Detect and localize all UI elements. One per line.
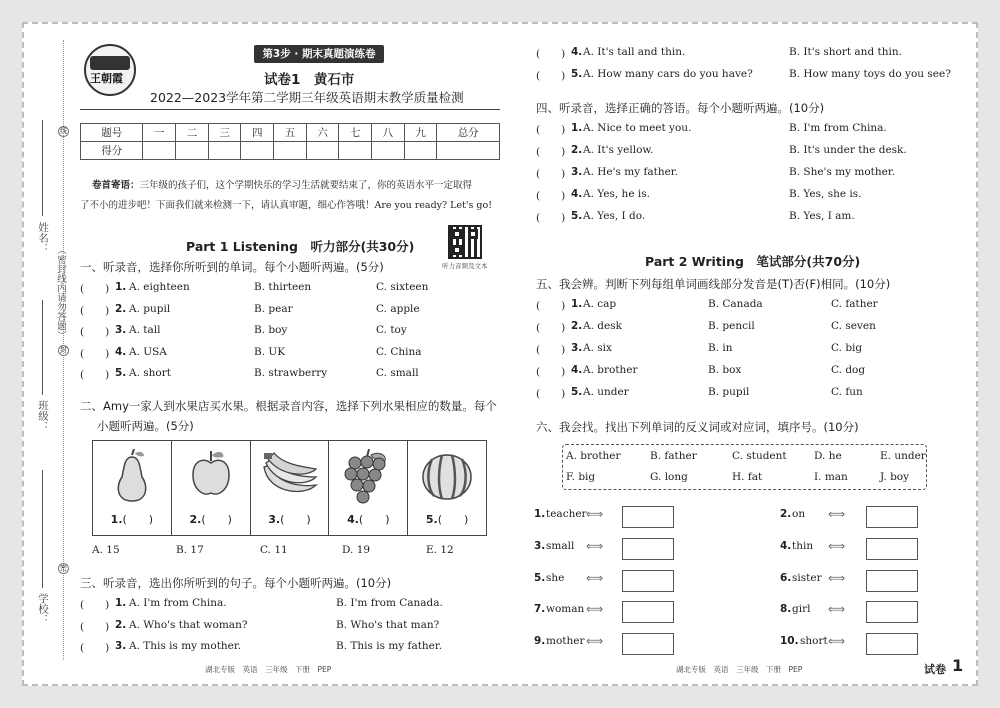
item-number: 1. [115,597,127,609]
answer-paren[interactable]: ( ) [80,347,110,360]
answer-box[interactable] [622,506,674,528]
score-cell[interactable] [176,142,209,160]
option-a: A. eighteen [129,281,190,293]
answer-paren[interactable]: ( ) [536,388,566,400]
class-label: 班级： [37,400,49,432]
item-number: 4. [115,345,127,358]
score-header-cell: 二 [176,124,209,142]
page-number: 1 [952,656,964,675]
fruit-num: 2. [189,513,202,526]
school-label: 学校： [37,593,49,625]
match-word: short [800,635,828,648]
score-row-label: 得分 [81,142,143,160]
match-word: teacher [546,508,587,520]
answer-box[interactable] [622,633,674,655]
option-c: C. apple [376,302,420,315]
sec1-title: 一、听录音，选择你所听到的单词。每个小题听两遍。(5分) [80,260,384,274]
double-arrow-icon: ⟺ [586,507,604,521]
match-number: 8. [780,603,792,616]
score-row [81,142,500,160]
message-line-2: 了不小的进步吧！下面我们就来检测一下，请认真审题，细心作答哦！Are you ready? Let's go! [80,200,493,211]
option-b: B. It's short and thin. [789,46,902,58]
answer-paren[interactable]: ( ) [536,69,566,82]
answer-paren[interactable]: ( ) [536,322,566,334]
option-b: B. How many toys do you see? [789,67,951,80]
item-number: 2. [115,302,127,315]
option-c: C. big [831,342,863,354]
answer-paren[interactable]: ( ) [80,304,110,317]
fruit-num: 5. [425,513,438,526]
answer-box[interactable] [622,538,674,560]
publisher-logo [84,44,136,96]
answer-paren[interactable]: ( ) [536,168,566,180]
answer-box[interactable] [866,633,918,655]
banana-icon [258,449,320,501]
item-number: 5. [571,386,583,398]
fruit-cell [93,441,172,535]
footer-left: 湖北专版 英语 三年级 下册 PEP [205,665,332,674]
score-header-cell: 三 [208,124,241,142]
option-b: B. I'm from China. [789,122,887,134]
item-number: 5. [571,67,583,80]
option-a: A. desk [583,320,622,332]
double-arrow-icon: ⟺ [586,602,604,617]
score-header-cell: 九 [404,124,437,142]
fruit-num: 1. [110,513,123,526]
school-line[interactable] [42,470,43,588]
fruit-option: C. 11 [260,544,288,556]
score-cell[interactable] [339,142,372,160]
answer-box[interactable] [866,506,918,528]
option-b: B. strawberry [254,367,328,379]
message-line-1 [92,177,472,191]
option-a: A. USA [129,345,167,358]
fruit-cell [408,441,486,535]
option-a: A. Yes, he is. [583,188,650,200]
item-number: 5. [115,367,127,379]
score-header-cell: 一 [143,124,176,142]
answer-paren[interactable]: ( ) [80,599,110,611]
word-bank-item: A. brother [566,450,621,462]
fruit-cell [172,441,251,535]
double-arrow-icon: ⟺ [828,507,846,521]
item-number: 4. [571,46,583,58]
option-a: A. tall [129,324,161,336]
option-b: B. She's my mother. [789,166,896,178]
option-c: C. small [376,367,419,379]
sec4-title: 四、听录音，选择正确的答语。每个小题听两遍。(10分) [536,101,825,115]
fruit-blank[interactable]: ( ) [122,513,154,526]
option-c: C. dog [831,364,866,376]
name-label: 姓名： [37,222,49,254]
double-arrow-icon: ⟺ [828,634,846,649]
seal-char: 线 [60,127,67,135]
fruit-table [92,440,487,536]
option-c: C. China [376,345,422,358]
item-number: 2. [571,320,583,332]
watermelon-icon [420,449,474,503]
double-arrow-icon: ⟺ [828,570,846,585]
item-number: 2. [115,618,127,631]
match-number: 7. [534,603,546,616]
option-b: B. I'm from Canada. [336,597,443,609]
option-a: A. six [583,342,612,354]
score-header-cell: 六 [306,124,339,142]
answer-paren[interactable]: ( ) [80,620,110,633]
option-a: A. Nice to meet you. [583,122,692,134]
footer-right: 湖北专版 英语 三年级 下册 PEP [676,665,803,674]
answer-paren[interactable]: ( ) [80,283,110,295]
word-bank-item: B. father [650,450,697,462]
message-label: 卷首寄语： [92,180,140,191]
option-b: B. box [708,364,742,376]
class-line[interactable] [42,300,43,395]
score-header-cell: 四 [241,124,274,142]
word-bank-item: F. big [566,471,596,483]
item-number: 3. [115,324,127,336]
match-number: 4. [780,539,792,552]
item-number: 1. [115,281,127,293]
answer-box[interactable] [866,601,918,623]
answer-box[interactable] [622,570,674,592]
score-cell[interactable] [143,142,176,160]
item-number: 4. [571,364,583,376]
answer-paren[interactable]: ( ) [80,326,110,338]
option-c: C. fun [831,386,863,398]
item-number: 1. [571,122,583,134]
score-header-row [81,124,500,142]
score-cell[interactable] [274,142,307,160]
answer-paren[interactable]: ( ) [536,48,566,60]
option-b: B. Yes, I am. [789,210,855,222]
qr-caption: 听力音频及文本 [442,262,488,270]
part2-title: Part 2 Writing 笔试部分(共70分) [645,254,861,269]
score-cell[interactable] [437,142,500,160]
word-bank-item: D. he [814,450,842,462]
sec6-title: 六、我会找。找出下列单词的反义词或对应词，填序号。(10分) [536,420,859,434]
sec2-title-2: 小题听两遍。(5分) [97,419,194,433]
paper-title: 试卷1 黄石市 [264,72,355,88]
score-header-cell: 题号 [81,124,143,142]
match-number: 3. [534,539,546,552]
match-word: thin [792,539,814,552]
double-arrow-icon: ⟺ [828,602,846,617]
seal-char: 密 [60,564,67,572]
option-a: A. short [129,367,171,379]
option-b: B. Yes, she is. [789,188,862,200]
score-cell[interactable] [241,142,274,160]
fruit-option: D. 19 [342,544,371,556]
option-a: A. under [583,386,629,398]
word-bank-item: C. student [732,450,787,462]
answer-box[interactable] [866,538,918,560]
page-label: 试卷 [924,663,946,676]
option-a: A. This is my mother. [129,640,242,652]
match-word: sister [792,571,822,584]
score-cell[interactable] [372,142,405,160]
step-banner: 第3步 · 期末真题演练卷 [254,45,384,63]
answer-paren[interactable]: ( ) [536,124,566,136]
option-a: A. Yes, I do. [583,210,646,222]
option-c: C. father [831,298,878,310]
option-b: B. pencil [708,320,755,332]
fruit-cell [251,441,330,535]
option-b: B. Canada [708,298,763,310]
option-b: B. in [708,342,733,354]
item-number: 2. [571,144,583,156]
option-a: A. It's yellow. [583,144,654,156]
seal-char: 封 [60,346,67,354]
option-a: A. Who's that woman? [129,618,248,631]
score-header-cell: 五 [274,124,307,142]
match-word: on [792,508,806,520]
sec2-title-1: 二、Amy一家人到水果店买水果。根据录音内容，选择下列水果相应的数量。每个 [80,399,497,413]
fruit-blank[interactable]: ( ) [437,513,469,526]
sec3-title: 三、听录音，选出你所听到的句子。每个小题听两遍。(10分) [80,576,392,590]
paper-subtitle: 2022—2023学年第二学期三年级英语期末教学质量检测 [150,90,464,105]
answer-paren[interactable]: ( ) [536,190,566,202]
option-a: A. I'm from China. [129,597,227,609]
score-table [80,123,500,160]
match-word: woman [546,603,585,616]
word-bank-item: I. man [814,471,848,483]
match-word: she [546,571,565,584]
fruit-blank[interactable]: ( ) [358,513,390,526]
option-a: A. How many cars do you have? [583,67,753,80]
option-b: B. thirteen [254,281,312,293]
match-word: mother [546,635,585,648]
word-bank-item: G. long [650,471,688,483]
message-text-1: 三年级的孩子们，这个学期快乐的学习生活就要结束了，你的英语水平一定取得 [139,180,473,191]
fruit-cell [329,441,408,535]
option-a: A. It's tall and thin. [583,46,686,58]
option-b: B. Who's that man? [336,618,440,631]
score-cell[interactable] [404,142,437,160]
double-arrow-icon: ⟺ [586,570,604,585]
match-word: small [546,539,575,552]
match-number: 2. [780,508,792,520]
binding-note: （密封线内请勿答题） [55,245,66,340]
score-header-cell: 八 [372,124,405,142]
fruit-blank[interactable]: ( ) [201,513,232,526]
option-b: B. pupil [708,386,750,398]
answer-box[interactable] [866,570,918,592]
grapes-icon [343,449,393,505]
qr-code-icon[interactable] [448,225,482,259]
answer-paren[interactable]: ( ) [80,369,110,381]
double-arrow-icon: ⟺ [828,538,846,553]
pear-icon [110,449,154,505]
match-number: 1. [534,508,546,520]
word-bank-item: E. under [880,450,926,462]
fruit-option: E. 12 [426,544,454,556]
sec5-title: 五、我会辨。判断下列每组单词画线部分发音是(T)否(F)相同。(10分) [536,277,891,291]
score-header-cell: 总分 [437,124,500,142]
logo-text: 王朝霞 [90,72,123,85]
answer-paren[interactable]: ( ) [536,344,566,356]
answer-paren[interactable]: ( ) [536,146,566,158]
double-arrow-icon: ⟺ [586,634,604,649]
double-arrow-icon: ⟺ [586,538,604,553]
option-b: B. This is my father. [336,640,443,652]
fruit-option: B. 17 [176,544,204,556]
option-a: A. cap [583,298,617,310]
match-number: 6. [780,571,792,584]
answer-paren[interactable]: ( ) [536,212,566,224]
match-number: 9. [534,635,546,648]
name-line[interactable] [42,120,43,216]
header-divider [80,109,500,110]
answer-paren[interactable]: ( ) [536,366,566,378]
option-b: B. UK [254,345,286,358]
fruit-option: A. 15 [92,544,120,556]
match-number: 10. [780,635,799,648]
fruit-num: 3. [268,513,281,526]
option-c: C. sixteen [376,281,429,293]
option-b: B. pear [254,302,293,315]
fruit-num: 4. [347,513,359,526]
option-b: B. boy [254,324,288,336]
fruit-blank[interactable]: ( ) [280,513,311,526]
option-c: C. toy [376,324,407,336]
answer-paren[interactable]: ( ) [536,300,566,312]
score-cell[interactable] [306,142,339,160]
word-bank-item: H. fat [732,471,763,483]
item-number: 3. [571,166,583,178]
item-number: 5. [571,210,583,222]
option-a: A. brother [583,364,638,376]
option-b: B. It's under the desk. [789,144,907,156]
option-a: A. He's my father. [583,166,679,178]
item-number: 1. [571,298,583,310]
match-number: 5. [534,571,546,584]
score-cell[interactable] [208,142,241,160]
option-a: A. pupil [129,302,171,315]
option-c: C. seven [831,320,876,332]
score-header-cell: 七 [339,124,372,142]
apple-icon [189,449,233,499]
match-word: girl [792,603,811,616]
item-number: 3. [115,640,127,652]
item-number: 3. [571,342,583,354]
item-number: 4. [571,188,583,200]
word-bank-item: J. boy [880,471,910,483]
answer-paren[interactable]: ( ) [80,642,110,654]
answer-box[interactable] [622,601,674,623]
part1-title: Part 1 Listening 听力部分(共30分) [186,239,415,254]
